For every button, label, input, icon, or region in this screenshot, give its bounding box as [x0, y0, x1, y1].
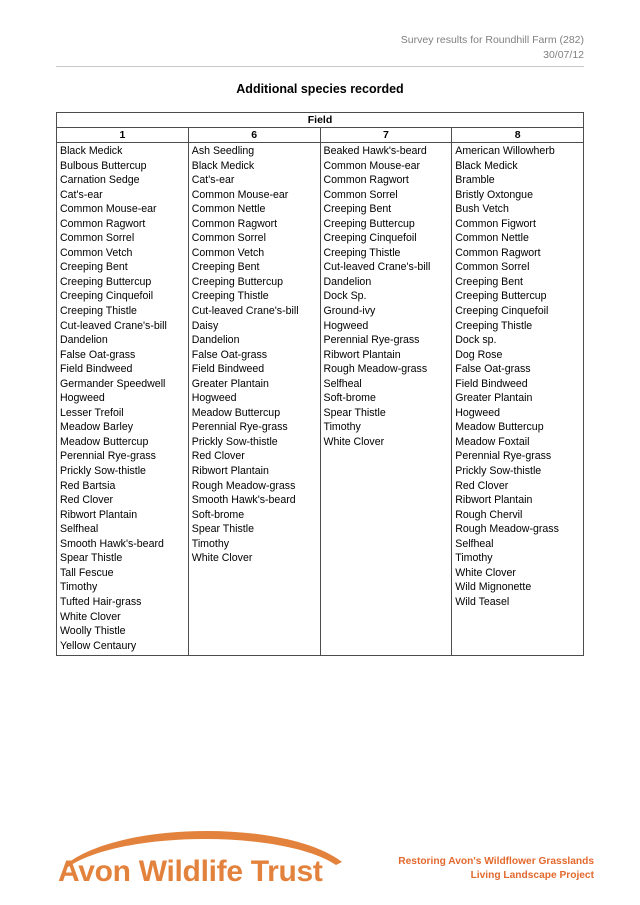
page-title: Additional species recorded: [236, 82, 404, 96]
species-item: Prickly Sow-thistle: [191, 435, 278, 448]
species-item: Bramble: [455, 174, 495, 187]
species-item: Black Medick: [455, 159, 518, 172]
species-table: [56, 112, 584, 656]
species-item: Germander Speedwell: [60, 377, 166, 390]
species-item: Selfheal: [60, 523, 99, 536]
species-item: Hogweed: [60, 392, 105, 405]
species-item: Prickly Sow-thistle: [455, 465, 542, 478]
species-item: Common Nettle: [191, 203, 266, 216]
column-header-field-8: 8: [452, 128, 584, 143]
species-item: Ribwort Plantain: [455, 494, 533, 507]
species-item: Creeping Bent: [191, 261, 260, 274]
species-item: Wild Teasel: [455, 595, 510, 608]
species-item: Dog Rose: [455, 348, 503, 361]
species-item: Creeping Bent: [455, 275, 523, 288]
species-item: Carnation Sedge: [60, 174, 140, 187]
species-item: Bush Vetch: [455, 203, 509, 216]
species-item: Ribwort Plantain: [323, 348, 401, 361]
species-item: Meadow Buttercup: [60, 435, 149, 448]
table-row: [57, 143, 584, 656]
species-item: Meadow Buttercup: [191, 406, 281, 419]
species-item: Spear Thistle: [191, 523, 254, 536]
species-item: Dandelion: [60, 334, 108, 347]
species-item: Common Vetch: [191, 246, 265, 259]
cell-field-6: [188, 143, 320, 656]
species-item: Common Mouse-ear: [323, 159, 421, 172]
species-item: Common Ragwort: [323, 174, 409, 187]
species-item: Hogweed: [323, 319, 369, 332]
species-item: Common Sorrel: [60, 232, 135, 245]
header-divider: [56, 66, 584, 67]
species-item: Beaked Hawk's-beard: [323, 145, 427, 157]
species-item: Timothy: [323, 421, 361, 434]
species-item: Prickly Sow-thistle: [60, 465, 146, 478]
species-item: Field Bindweed: [191, 363, 265, 376]
species-item: Common Vetch: [60, 246, 133, 259]
species-item: Wild Mignonette: [455, 581, 532, 594]
document-header: [56, 33, 584, 63]
species-item: Common Sorrel: [323, 188, 398, 201]
species-item: Soft-brome: [191, 508, 245, 521]
species-item: Common Ragwort: [60, 217, 146, 230]
species-item: Timothy: [455, 552, 493, 565]
table-body: [57, 143, 584, 656]
species-item: False Oat-grass: [455, 363, 531, 376]
species-item: False Oat-grass: [60, 348, 136, 361]
species-item: Lesser Trefoil: [60, 406, 124, 419]
species-item: Creeping Bent: [60, 261, 128, 274]
species-item: Spear Thistle: [323, 406, 386, 419]
species-list-field-6: [192, 144, 320, 566]
species-item: Red Clover: [60, 494, 113, 507]
species-item: Common Mouse-ear: [191, 188, 289, 201]
species-item: Common Ragwort: [191, 217, 278, 230]
avon-wildlife-trust-logo: [58, 824, 348, 896]
species-item: Bristly Oxtongue: [455, 188, 533, 201]
table-group-header-row: [57, 113, 584, 128]
species-item: Smooth Hawk's-beard: [191, 494, 296, 507]
species-item: Perennial Rye-grass: [191, 421, 288, 434]
species-item: Ribwort Plantain: [191, 465, 269, 478]
species-item: Creeping Bent: [323, 203, 392, 216]
species-item: Common Ragwort: [455, 246, 541, 259]
header-survey-line: Survey results for Roundhill Farm (282): [400, 34, 584, 46]
species-item: Creeping Cinquefoil: [323, 232, 417, 245]
species-item: Woolly Thistle: [60, 625, 126, 638]
species-item: Creeping Thistle: [323, 246, 401, 259]
species-item: Yellow Centaury: [60, 639, 137, 652]
species-item: Dock sp.: [455, 334, 497, 347]
column-header-field-1: 1: [57, 128, 189, 143]
species-item: Cut-leaved Crane's-bill: [191, 305, 299, 318]
species-item: Rough Meadow-grass: [191, 479, 296, 492]
species-item: Ground-ivy: [323, 305, 376, 318]
species-item: False Oat-grass: [191, 348, 268, 361]
species-item: Rough Meadow-grass: [455, 523, 559, 536]
species-item: Creeping Buttercup: [60, 275, 152, 288]
species-item: Creeping Thistle: [191, 290, 269, 303]
species-item: Black Medick: [191, 159, 255, 172]
species-item: Creeping Thistle: [60, 305, 137, 318]
species-item: Hogweed: [191, 392, 237, 405]
species-item: Red Bartsia: [60, 479, 116, 492]
species-item: Black Medick: [60, 145, 123, 157]
species-item: Cut-leaved Crane's-bill: [60, 319, 167, 332]
species-item: Hogweed: [455, 406, 501, 419]
species-item: Cat's-ear: [191, 174, 235, 187]
table-group-header-field: Field: [57, 113, 584, 128]
species-list-field-8: [455, 144, 583, 610]
species-item: Ribwort Plantain: [60, 508, 138, 521]
species-item: Creeping Buttercup: [191, 275, 284, 288]
table-header: [57, 113, 584, 143]
species-item: Rough Meadow-grass: [323, 363, 428, 376]
species-item: Selfheal: [323, 377, 362, 390]
species-item: Rough Chervil: [455, 508, 523, 521]
species-item: Daisy: [191, 319, 219, 332]
species-item: Timothy: [191, 537, 230, 550]
cell-field-8: [452, 143, 584, 656]
species-item: Perennial Rye-grass: [60, 450, 156, 463]
species-item: American Willowherb: [455, 145, 555, 157]
species-item: White Clover: [191, 552, 253, 565]
species-item: Common Mouse-ear: [60, 203, 157, 216]
species-item: Meadow Foxtail: [455, 435, 530, 448]
species-item: Meadow Barley: [60, 421, 134, 434]
species-item: Meadow Buttercup: [455, 421, 544, 434]
document-footer: [0, 824, 640, 905]
footer-tagline: [398, 855, 594, 883]
footer-tagline-line-1: Restoring Avon's Wildflower Grasslands: [398, 856, 594, 867]
cell-field-1: [57, 143, 189, 656]
species-item: Creeping Buttercup: [323, 217, 415, 230]
species-item: Tall Fescue: [60, 566, 114, 579]
species-item: Cut-leaved Crane's-bill: [323, 261, 431, 274]
column-header-field-7: 7: [320, 128, 452, 143]
species-item: Perennial Rye-grass: [323, 334, 420, 347]
species-list-field-7: [324, 144, 452, 449]
species-item: White Clover: [323, 435, 385, 448]
species-list-field-1: [60, 144, 188, 653]
species-item: Dandelion: [323, 275, 372, 288]
species-item: Common Figwort: [455, 217, 536, 230]
species-item: Common Sorrel: [455, 261, 530, 274]
species-item: Greater Plantain: [455, 392, 533, 405]
species-item: Common Sorrel: [191, 232, 266, 245]
species-item: Tufted Hair-grass: [60, 595, 142, 608]
species-item: Greater Plantain: [191, 377, 269, 390]
species-item: Bulbous Buttercup: [60, 159, 147, 172]
species-item: Creeping Cinquefoil: [60, 290, 154, 303]
species-item: White Clover: [455, 566, 516, 579]
footer-tagline-line-2: Living Landscape Project: [470, 870, 594, 881]
species-item: Field Bindweed: [455, 377, 528, 390]
species-item: Field Bindweed: [60, 363, 133, 376]
species-item: Red Clover: [191, 450, 245, 463]
species-item: Creeping Cinquefoil: [455, 305, 549, 318]
header-date-line: 30/07/12: [543, 49, 584, 61]
species-item: Soft-brome: [323, 392, 376, 405]
species-item: Red Clover: [455, 479, 509, 492]
species-item: Perennial Rye-grass: [455, 450, 552, 463]
cell-field-7: [320, 143, 452, 656]
logo-wordmark: Avon Wildlife Trust: [58, 855, 323, 888]
species-item: Creeping Thistle: [455, 319, 533, 332]
column-header-field-6: 6: [188, 128, 320, 143]
species-item: Selfheal: [455, 537, 494, 550]
species-item: Dandelion: [191, 334, 240, 347]
species-item: Timothy: [60, 581, 98, 594]
table-column-header-row: [57, 128, 584, 143]
species-item: Dock Sp.: [323, 290, 367, 303]
species-item: Cat's-ear: [60, 188, 103, 201]
species-item: Common Nettle: [455, 232, 529, 245]
species-item: Spear Thistle: [60, 552, 123, 565]
species-item: Smooth Hawk's-beard: [60, 537, 164, 550]
species-item: Ash Seedling: [191, 145, 255, 157]
species-item: White Clover: [60, 610, 121, 623]
species-item: Creeping Buttercup: [455, 290, 547, 303]
